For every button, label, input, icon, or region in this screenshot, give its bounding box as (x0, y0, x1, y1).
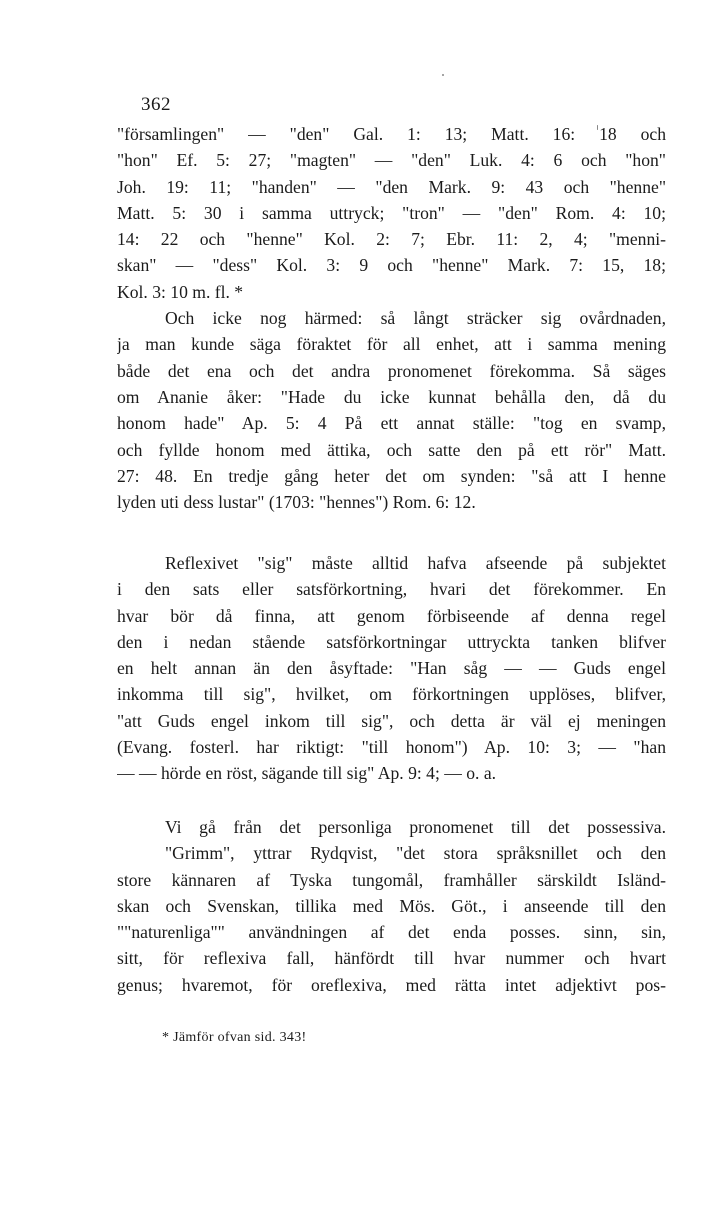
text-line: och fyllde honom med ättika, och satte den på ett rör" Matt. (117, 439, 666, 460)
text-line: Vi gå från det personliga pronomenet till det possessiva. (165, 817, 666, 837)
text-line: hvar bör då finna, att genom förbiseende af denna regel (117, 605, 666, 626)
text-line: genus; hvaremot, för oreflexiva, med rätta intet adjektivt pos- (117, 974, 666, 995)
text-line: skan och Svenskan, tillika med Mös. Göt., i anseende till den (117, 895, 666, 916)
text-line: sitt, för reflexiva fall, hänfördt till hvar nummer och hvart (117, 948, 666, 969)
text-line: en helt annan än den åsyftade: "Han såg — — Guds engel (117, 658, 666, 679)
page-number: 362 (141, 94, 171, 115)
text-line: Matt. 5: 30 i samma uttryck; "tron" — "den" Rom. 4: 10; (117, 202, 666, 223)
text-line: Joh. 19: 11; "handen" — "den Mark. 9: 43 och "henne" (117, 176, 666, 197)
text-line: Reflexivet "sig" måste alltid hafva afseende på subjektet (165, 553, 666, 573)
text-line: Kol. 3: 10 m. fl. * (117, 281, 244, 302)
text-line: lyden uti dess lustar" (1703: "hennes") Rom. 6: 12. (117, 492, 476, 513)
text-line: Och icke nog härmed: så långt sträcker sig ovårdnaden, (165, 308, 666, 329)
paragraph-possessive (117, 814, 666, 998)
text-line: ""naturenliga"" användningen af det enda posses. sinn, sin, (117, 922, 666, 943)
text-line: "Grimm", yttrar Rydqvist, "det stora språksnillet och den (165, 843, 666, 864)
paragraph-pronoun-examples (117, 121, 666, 515)
text-line: "hon" Ef. 5: 27; "magten" — "den" Luk. 4: 6 och "hon" (117, 150, 666, 171)
text-line: både det ena och det andra pronomenet förekomma. Så säges (117, 360, 666, 381)
text-line: — — hörde en röst, sägande till sig" Ap. 9: 4; — o. a. (117, 763, 497, 784)
text-line: om Ananie åker: "Hade du icke kunnat behålla den, då du (117, 386, 666, 407)
footnote: * Jämför ofvan sid. 343! (162, 1030, 307, 1045)
text-line: skan" — "dess" Kol. 3: 9 och "henne" Mark. 7: 15, 18; (117, 255, 666, 276)
text-line: 14: 22 och "henne" Kol. 2: 7; Ebr. 11: 2, 4; "menni- (117, 229, 666, 250)
text-line: ja man kunde säga föraktet för all enhet, att i samma mening (117, 334, 666, 355)
text-line: i den sats eller satsförkortning, hvari det förekommer. En (117, 579, 666, 600)
text-line: "församlingen" — "den" Gal. 1: 13; Matt. 16: 18 och (117, 124, 666, 144)
print-speck (442, 74, 444, 76)
text-line: store kännaren af Tyska tungomål, framhåller särskildt Isländ- (117, 869, 666, 890)
text-line: (Evang. fosterl. har riktigt: "till honom") Ap. 10: 3; — "han (117, 737, 666, 758)
text-line: "att Guds engel inkom till sig", och detta är väl ej meningen (117, 710, 666, 731)
paragraph-reflexive-sig (117, 550, 666, 787)
text-line: den i nedan stående satsförkortningar uttryckta tanken blifver (117, 631, 666, 652)
text-line: honom hade" Ap. 5: 4 På ett annat ställe: "tog en svamp, (117, 413, 666, 434)
text-line: 27: 48. En tredje gång heter det om synden: "så att I henne (117, 465, 666, 486)
text-line: inkomma till sig", hvilket, om förkortningen upplöses, blifver, (117, 684, 666, 705)
